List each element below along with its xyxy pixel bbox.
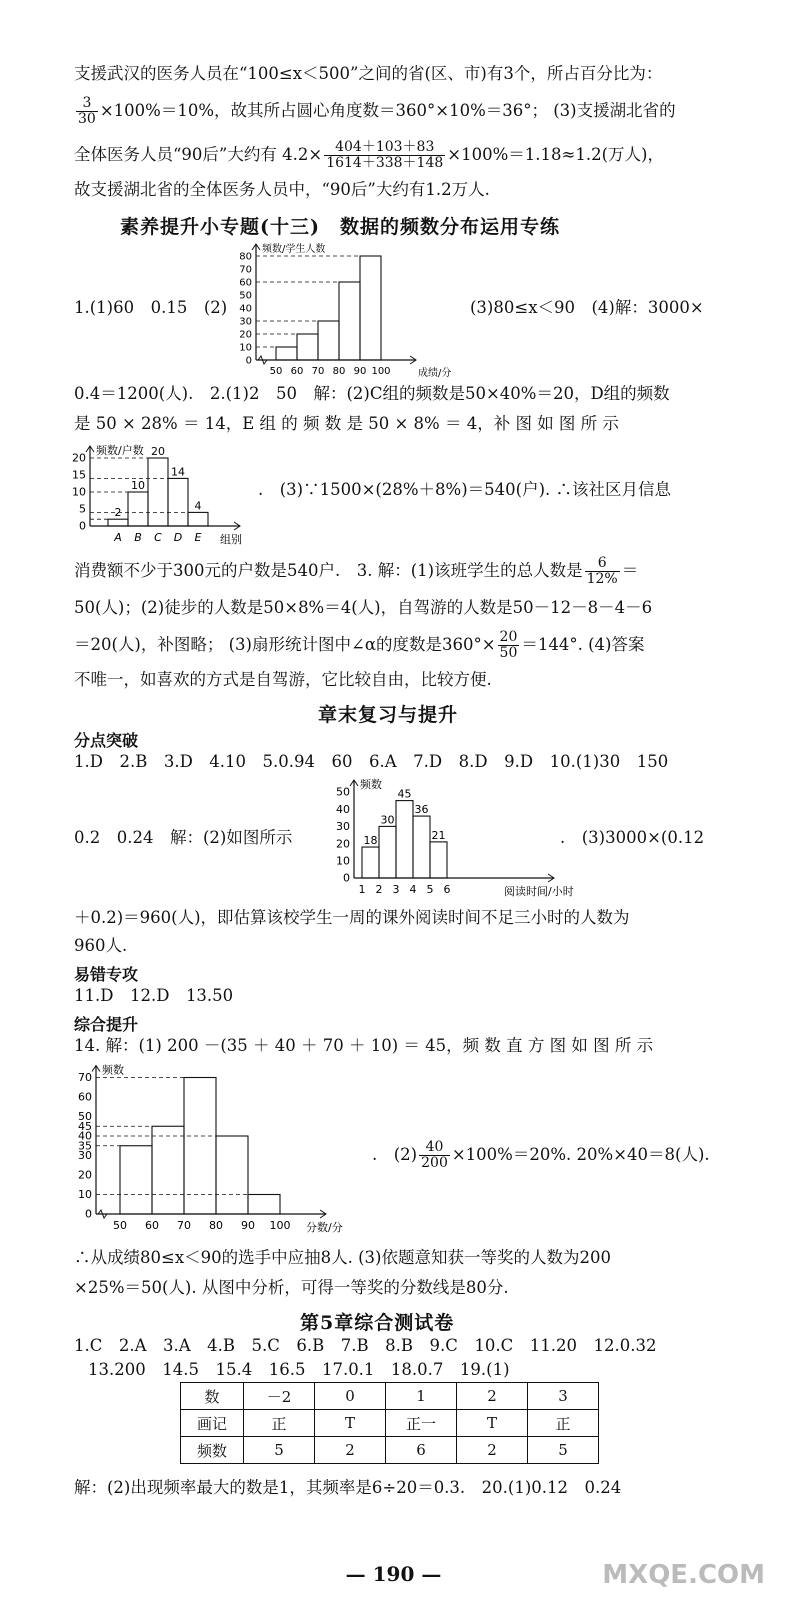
text-line: 1.C 2.A 3.A 4.B 5.C 6.B 7.B 8.B 9.C 10.C 11.20 12.0.32	[74, 1336, 657, 1355]
y-tick-label: 5	[79, 502, 86, 516]
table-cell: 1	[386, 1383, 457, 1410]
y-tick-label: 30	[239, 316, 252, 328]
bar	[168, 478, 188, 526]
data-label: 21	[431, 828, 446, 842]
fraction: $\frac{20}{50}$	[499, 629, 518, 661]
y-tick-label: 0	[343, 871, 350, 885]
x-tick-label: 2	[375, 883, 383, 896]
bar	[128, 492, 148, 526]
x-tick-label: B	[134, 531, 142, 544]
table-cell: 3	[528, 1383, 599, 1410]
y-tick-label: 10	[78, 1188, 92, 1202]
x-tick-label: 50	[113, 1219, 127, 1232]
x-tick-label: 4	[409, 883, 417, 896]
x-tick-label: 50	[269, 366, 283, 377]
text-line: 1.(1)60 0.15 (2)	[74, 298, 228, 317]
x-axis-label: 分数/分	[306, 1221, 343, 1234]
bar	[413, 816, 430, 878]
text-line: 消费额不少于300元的户数是540户. 3. 解：(1)该班学生的总人数是 $\frac{6}{12\%}$ ＝	[74, 555, 639, 587]
text-line: 全体医务人员“90后”大约有 4.2× $\frac{404+103+83}{1614+338+148}$ ×100%＝1.18≈1.2(万人)，	[74, 139, 664, 171]
table-cell: －2	[244, 1383, 315, 1410]
subheading: 分点突破	[74, 731, 139, 750]
bar	[216, 1136, 248, 1214]
x-axis-label: 阅读时间/小时	[504, 885, 574, 898]
bar	[339, 282, 360, 360]
tally-table	[180, 1382, 599, 1464]
section-title: 素养提升小专题(十三) 数据的频数分布运用专练	[120, 216, 560, 238]
subheading: 易错专攻	[74, 965, 139, 984]
section-title: 第5章综合测试卷	[300, 1312, 455, 1334]
text-line: . (3)∵1500×(28%＋8%)＝540(户). ∴该社区月信息	[258, 480, 672, 499]
text-line: . (3)3000×(0.12	[560, 828, 705, 847]
data-label: 2	[114, 506, 122, 520]
bar	[379, 826, 396, 878]
x-tick-label: 6	[443, 883, 451, 896]
table-cell: 2	[457, 1383, 528, 1410]
y-tick-label: 70	[78, 1071, 92, 1085]
bar	[152, 1126, 184, 1214]
x-tick-label: E	[194, 531, 202, 544]
text-line: 故支援湖北省的全体医务人员中，“90后”大约有1.2万人.	[74, 180, 490, 199]
table-cell: 6	[386, 1437, 457, 1464]
x-tick-label: 3	[392, 883, 400, 896]
y-tick-label: 60	[239, 277, 252, 289]
x-tick-label: 70	[311, 366, 325, 377]
text-line: 不唯一，如喜欢的方式是自驾游，它比较自由，比较方便.	[74, 670, 492, 689]
y-tick-label: 20	[239, 329, 252, 341]
text-line: . (2) $\frac{40}{200}$ ×100%＝20%. 20%×40＝8(人).	[372, 1139, 710, 1171]
y-tick-label: 45	[78, 1119, 92, 1133]
text-line: $\frac{3}{30}$ ×100%＝10%，故其所占圆心角度数＝360°×10%＝36°； (3)支援湖北省的	[78, 95, 676, 127]
table-cell: 频数	[181, 1437, 244, 1464]
x-tick-label: 90	[353, 366, 367, 377]
data-label: 45	[397, 787, 412, 801]
data-label: 14	[171, 465, 185, 479]
y-tick-label: 70	[239, 264, 252, 276]
y-tick-label: 30	[78, 1149, 92, 1163]
y-tick-label: 10	[336, 854, 350, 868]
bar	[276, 347, 297, 360]
bar	[360, 256, 381, 360]
x-tick-label: 5	[426, 883, 434, 896]
y-tick-label: 20	[72, 451, 86, 465]
y-axis-label: 频数/学生人数	[262, 244, 326, 255]
table-cell: 5	[528, 1437, 599, 1464]
text-line: 1.D 2.B 3.D 4.10 5.0.94 60 6.A 7.D 8.D 9.D 10.(1)30 150	[74, 752, 669, 771]
x-axis-label: 成绩/分	[418, 368, 452, 379]
histogram-chart	[64, 1056, 364, 1236]
bar	[297, 334, 318, 360]
text-line: 13.200 14.5 15.4 16.5 17.0.1 18.0.7 19.(1)	[88, 1360, 510, 1379]
data-label: 20	[151, 445, 165, 458]
bar-chart	[64, 438, 264, 548]
x-tick-label: A	[114, 531, 122, 544]
x-tick-label: C	[154, 531, 162, 544]
bar	[396, 801, 413, 878]
table-cell: 正一	[386, 1410, 457, 1437]
bar	[362, 847, 379, 878]
x-tick-label: 90	[241, 1219, 255, 1232]
watermark: MXQE.COM	[602, 1560, 765, 1590]
text-line: 14. 解：(1) 200 －(35 ＋ 40 ＋ 70 ＋ 10) ＝ 45，频 数 直 方 图 如 图 所 示	[74, 1036, 654, 1055]
x-tick-label: 70	[177, 1219, 191, 1232]
y-tick-label: 40	[239, 303, 252, 315]
fraction: $\frac{3}{30}$	[78, 95, 96, 127]
x-tick-label: 60	[145, 1219, 159, 1232]
bar	[148, 458, 168, 526]
histogram-chart	[230, 238, 452, 379]
table-cell: 画记	[181, 1410, 244, 1437]
text-line: 11.D 12.D 13.50	[74, 986, 234, 1005]
text-line: 支援武汉的医务人员在“100≤x＜500”之间的省(区、市)有3个，所占百分比为：	[74, 64, 663, 83]
bar	[108, 519, 128, 526]
text-line: 50(人)；(2)徒步的人数是50×8%＝4(人)，自驾游的人数是50－12－8－4－6	[74, 598, 653, 617]
y-tick-label: 60	[78, 1090, 92, 1104]
bar	[318, 321, 339, 360]
text-line: 是 50 × 28% ＝ 14，E 组 的 频 数 是 50 × 8% ＝ 4，补 图 如 图 所 示	[74, 414, 619, 433]
text-line: ＝20(人)，补图略； (3)扇形统计图中∠α的度数是360°× $\frac{20}{50}$ ＝144°. (4)答案	[74, 629, 645, 661]
bar	[188, 512, 208, 526]
data-label: 4	[194, 499, 202, 513]
text-line: 0.4＝1200(人). 2.(1)2 50 解：(2)C组的频数是50×40%＝20，D组的频数	[74, 384, 670, 403]
section-title: 章末复习与提升	[318, 704, 459, 726]
table-cell: 2	[457, 1437, 528, 1464]
x-tick-label: 60	[290, 366, 304, 377]
x-axis-label: 组别	[220, 533, 242, 546]
y-tick-label: 10	[239, 342, 252, 354]
x-tick-label: D	[173, 531, 183, 544]
y-tick-label: 50	[78, 1110, 92, 1124]
bar	[248, 1195, 280, 1215]
x-tick-label: 80	[209, 1219, 223, 1232]
data-label: 36	[414, 803, 429, 817]
y-axis-label: 频数	[360, 778, 382, 791]
table-cell: 数	[181, 1383, 244, 1410]
fraction: $\frac{6}{12\%}$	[586, 555, 618, 587]
y-axis-label: 频数/户数	[96, 444, 144, 457]
x-tick-label: 100	[269, 1219, 291, 1232]
text-line: 0.2 0.24 解：(2)如图所示	[74, 828, 293, 847]
x-tick-label: 80	[332, 366, 346, 377]
data-label: 10	[131, 479, 145, 492]
table-row	[181, 1437, 599, 1464]
table-row	[181, 1383, 599, 1410]
bar	[430, 842, 447, 878]
y-tick-label: 0	[79, 519, 86, 533]
text-line: (3)80≤x＜90 (4)解：3000×	[470, 298, 704, 317]
x-tick-label: 100	[371, 366, 391, 377]
y-tick-label: 40	[78, 1129, 92, 1143]
text-line: 960人.	[74, 936, 128, 955]
data-label: 30	[380, 813, 395, 827]
text-line: ＋0.2)＝960(人)，即估算该校学生一周的课外阅读时间不足三小时的人数为	[74, 908, 630, 927]
y-axis-label: 频数	[102, 1063, 124, 1077]
fraction: $\frac{404+103+83}{1614+338+148}$	[326, 139, 444, 171]
y-tick-label: 35	[78, 1139, 92, 1153]
y-tick-label: 15	[72, 468, 86, 482]
text-line: ∴从成绩80≤x＜90的选手中应抽8人. (3)依题意知获一等奖的人数为200	[74, 1248, 611, 1267]
bar	[184, 1078, 216, 1215]
table-row	[181, 1410, 599, 1437]
y-tick-label: 0	[245, 355, 252, 367]
fraction: $\frac{40}{200}$	[421, 1139, 448, 1171]
table-cell: 2	[315, 1437, 386, 1464]
y-tick-label: 20	[78, 1168, 92, 1182]
y-tick-label: 10	[72, 485, 86, 499]
table-cell: 正	[528, 1410, 599, 1437]
y-tick-label: 0	[85, 1207, 92, 1221]
text-line: ×25%＝50(人). 从图中分析，可得一等奖的分数线是80分.	[74, 1278, 509, 1297]
table-cell: 5	[244, 1437, 315, 1464]
subheading: 综合提升	[74, 1015, 139, 1034]
y-tick-label: 50	[336, 785, 350, 799]
histogram-chart	[320, 772, 580, 902]
y-tick-label: 20	[336, 837, 350, 851]
y-tick-label: 30	[336, 820, 350, 834]
text-line: 解：(2)出现频率最大的数是1，其频率是6÷20＝0.3. 20.(1)0.12 0.24	[74, 1478, 622, 1497]
table-cell: T	[315, 1410, 386, 1437]
page-number: — 190 —	[345, 1562, 442, 1586]
bar	[120, 1146, 152, 1214]
table-cell: 0	[315, 1383, 386, 1410]
y-tick-label: 40	[336, 802, 350, 816]
data-label: 18	[363, 834, 378, 848]
table-cell: T	[457, 1410, 528, 1437]
x-tick-label: 1	[358, 883, 366, 896]
y-tick-label: 50	[239, 290, 252, 302]
table-cell: 正	[244, 1410, 315, 1437]
y-tick-label: 80	[239, 251, 252, 263]
